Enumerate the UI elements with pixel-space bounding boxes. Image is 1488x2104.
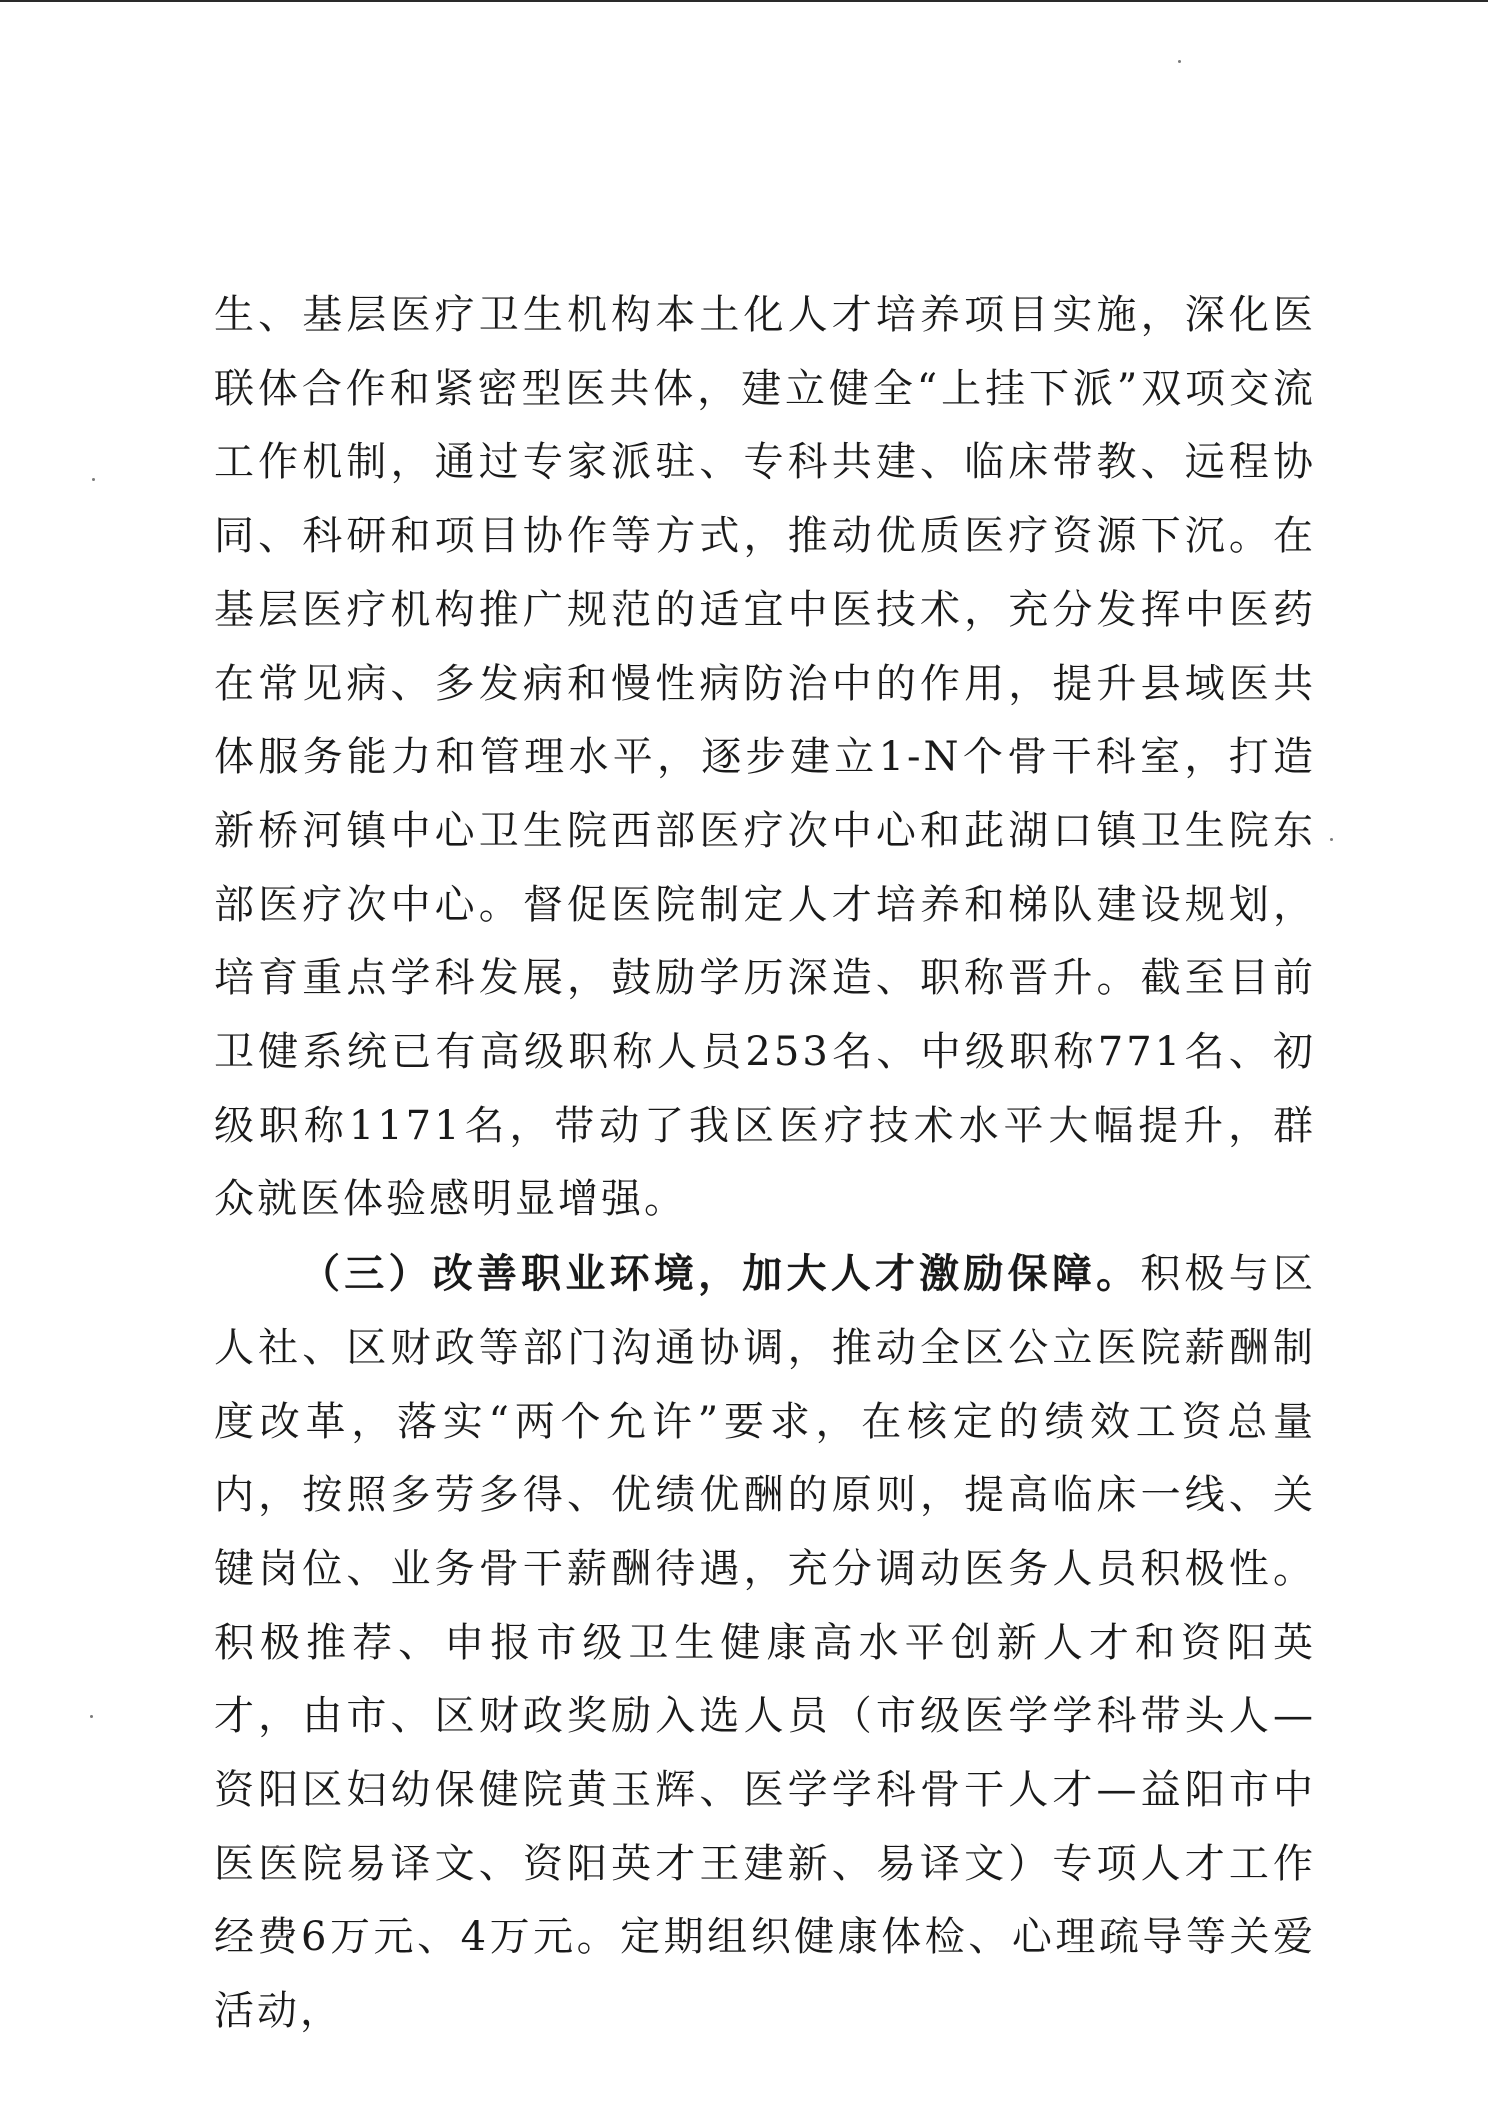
- paragraph-section-three: [214, 1237, 1316, 2049]
- scan-speck: [90, 1715, 93, 1718]
- scan-speck: [1178, 60, 1181, 63]
- top-border-line: [0, 0, 1488, 2]
- paragraph-continuation: 生、基层医疗卫生机构本土化人才培养项目实施，深化医联体合作和紧密型医共体，建立健全“上挂下派”双项交流工作机制，通过专家派驻、专科共建、临床带教、远程协同、科研和项目协作等方式，推动优质医疗资源下沉。在基层医疗机构推广规范的适宜中医技术，充分发挥中医药在常见病、多发病和慢性病防治中的作用，提升县域医共体服务能力和管理水平，逐步建立1-N个骨干科室，打造新桥河镇中心卫生院西部医疗次中心和茈湖口镇卫生院东部医疗次中心。督促医院制定人才培养和梯队建设规划，培育重点学科发展，鼓励学历深造、职称晋升。截至目前卫健系统已有高级职称人员253名、中级职称771名、初级职称1171名，带动了我区医疗技术水平大幅提升，群众就医体验感明显增强。: [214, 292, 1316, 1223]
- scan-speck: [1330, 838, 1333, 841]
- scan-speck: [92, 478, 95, 481]
- section-body: 积极与区人社、区财政等部门沟通协调，推动全区公立医院薪酬制度改革，落实“两个允许”要求，在核定的绩效工资总量内，按照多劳多得、优绩优酬的原则，提高临床一线、关键岗位、业务骨干薪酬待遇，充分调动医务人员积极性。积极推荐、申报市级卫生健康高水平创新人才和资阳英才，由市、区财政奖励入选人员（市级医学学科带头人—资阳区妇幼保健院黄玉辉、医学学科骨干人才—益阳市中医医院易译文、资阳英才王建新、易译文）专项人才工作经费6万元、4万元。定期组织健康体检、心理疏导等关爱活动，: [214, 1251, 1317, 2035]
- document-body: [214, 279, 1316, 2049]
- section-heading: （三）改善职业环境，加大人才激励保障。: [300, 1250, 1141, 1298]
